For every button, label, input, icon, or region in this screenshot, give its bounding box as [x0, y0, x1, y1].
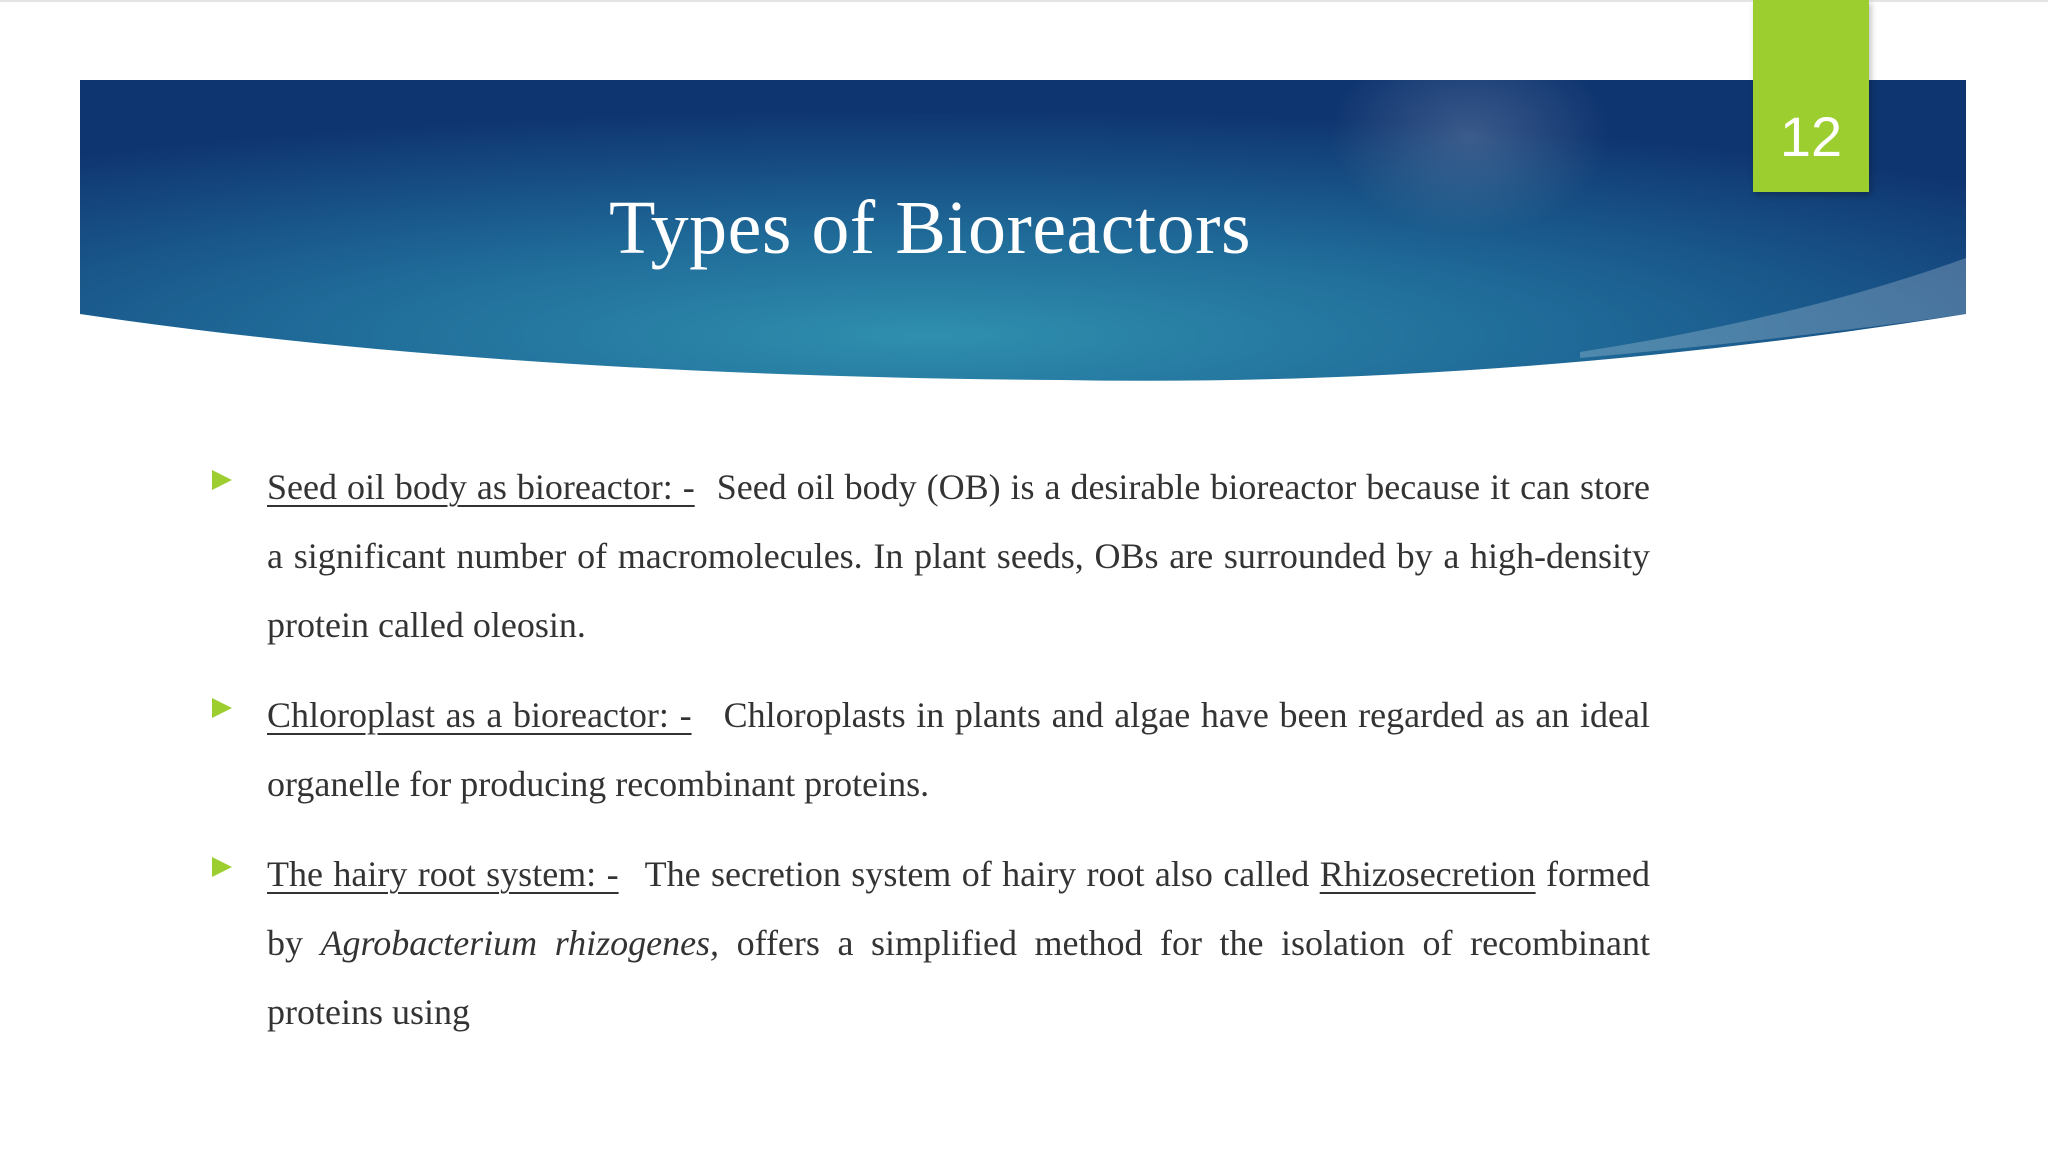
slide-title: Types of Bioreactors [608, 186, 1252, 270]
bullet-text [267, 681, 1650, 819]
bullet-text [267, 453, 1650, 660]
green-triangle-right-icon [212, 698, 232, 718]
bullet-body: offers a simplified method for the isolation of recombinant proteins using [267, 923, 1651, 1032]
bullet-organism: Agrobacterium rhizogenes, [320, 923, 720, 963]
bullet-item-seed-oil-body [200, 453, 1650, 660]
bullet-item-chloroplast [200, 681, 1650, 819]
green-triangle-right-icon [212, 470, 232, 490]
bullet-list [200, 453, 1650, 1068]
bullet-body: Chloroplasts in plants and algae have been regarded as an ideal organelle for producing recombinant proteins. [267, 695, 1650, 804]
bullet-item-hairy-root [200, 840, 1650, 1047]
bullet-heading: The hairy root system: - [267, 854, 619, 894]
slide-number-badge [1753, 0, 1869, 192]
bullet-text [267, 840, 1650, 1047]
slide-number: 12 [1779, 105, 1843, 168]
bullet-term: Rhizosecretion [1319, 854, 1536, 894]
bullet-body: formed by [267, 854, 1651, 963]
bullet-heading: Chloroplast as a bioreactor: - [267, 695, 692, 735]
bullet-heading: Seed oil body as bioreactor: - [267, 467, 695, 507]
bullet-body: Seed oil body (OB) is a desirable bioreactor because it can store a significant number of macromolecules. In plant seeds, OBs are surrounded by a high-density protein called oleosin. [267, 467, 1650, 645]
green-triangle-right-icon [212, 857, 232, 877]
bullet-body: The secretion system of hairy root also called [644, 854, 1310, 894]
